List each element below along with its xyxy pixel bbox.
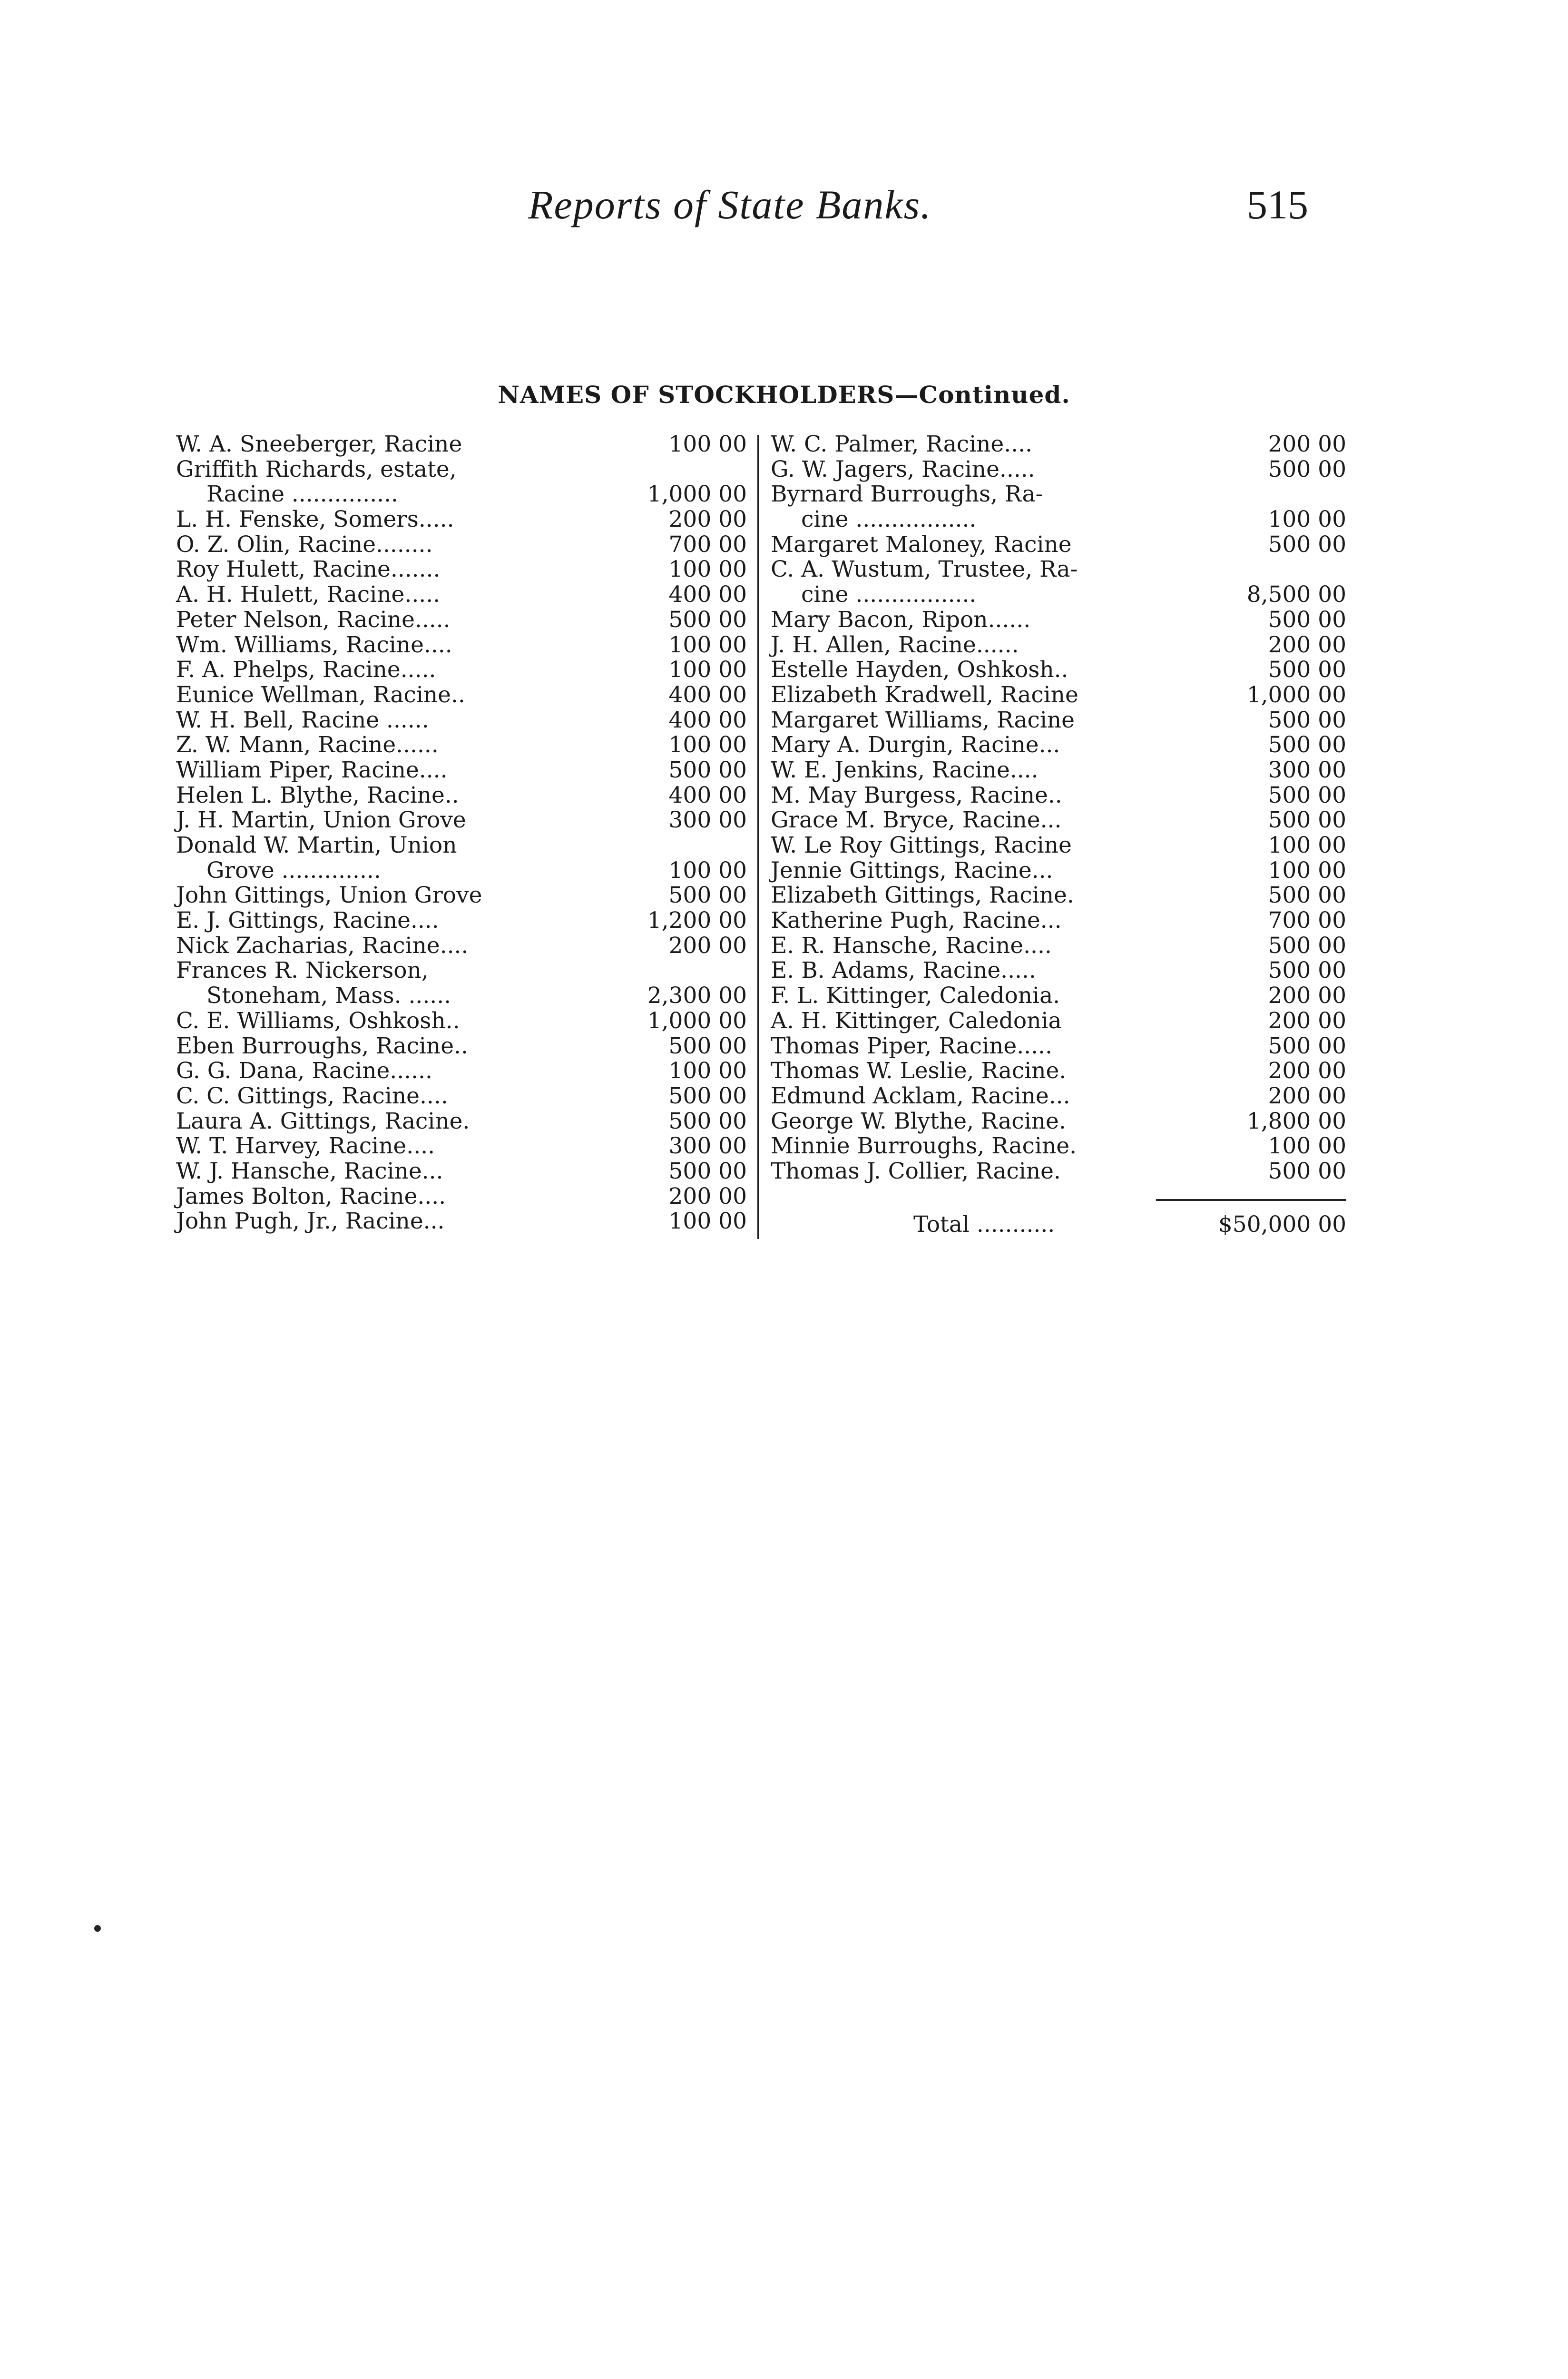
share-amount: 1,000 00 xyxy=(647,481,747,508)
stockholder-name: W. T. Harvey, Racine.... xyxy=(176,1133,435,1160)
stockholder-row xyxy=(771,983,1346,1009)
share-amount: 100 00 xyxy=(1268,506,1346,533)
stockholder-name: W. A. Sneeberger, Racine xyxy=(176,431,462,457)
stockholder-name: C. A. Wustum, Trustee, Ra- xyxy=(771,556,1078,583)
share-amount: 1,200 00 xyxy=(647,907,747,934)
stockholder-row xyxy=(176,733,747,758)
stockholder-name: Wm. Williams, Racine.... xyxy=(176,631,452,658)
right-column xyxy=(771,431,1346,1238)
share-amount: 300 00 xyxy=(1268,757,1346,783)
stockholder-name: Mary A. Durgin, Racine... xyxy=(771,732,1060,758)
share-amount: 2,300 00 xyxy=(647,983,747,1009)
stockholder-name: Roy Hulett, Racine....... xyxy=(176,556,441,583)
share-amount: 700 00 xyxy=(1268,907,1346,934)
stockholder-row xyxy=(176,582,747,608)
page-number: 515 xyxy=(1247,182,1308,227)
stockholder-row xyxy=(771,908,1346,934)
stockholder-row xyxy=(771,783,1346,808)
share-amount: 100 00 xyxy=(668,1208,747,1235)
running-title: Reports of State Banks. xyxy=(528,182,932,227)
share-amount: 700 00 xyxy=(668,531,747,558)
stockholder-row xyxy=(771,958,1346,983)
share-amount: 500 00 xyxy=(1268,807,1346,834)
stockholder-name: F. A. Phelps, Racine..... xyxy=(176,657,436,683)
share-amount: 200 00 xyxy=(668,506,747,533)
stockholder-row xyxy=(176,808,747,833)
left-column xyxy=(176,432,747,1234)
stockholder-row xyxy=(176,608,747,633)
stockholder-row xyxy=(771,934,1346,959)
stockholder-name: Mary Bacon, Ripon...... xyxy=(771,606,1031,633)
share-amount: 100 00 xyxy=(668,657,747,683)
total-amount: $50,000 00 xyxy=(1218,1211,1346,1238)
stockholder-row xyxy=(176,708,747,733)
share-amount: 500 00 xyxy=(1268,957,1346,984)
share-amount: 500 00 xyxy=(1268,932,1346,959)
stockholder-name: Byrnard Burroughs, Ra- xyxy=(771,481,1043,508)
stockholder-name: Jennie Gittings, Racine... xyxy=(771,857,1053,884)
stockholder-name: L. H. Fenske, Somers..... xyxy=(176,506,454,533)
stockholder-row xyxy=(771,683,1346,708)
stockholder-row xyxy=(771,633,1346,658)
stockholder-row xyxy=(176,958,747,983)
share-amount: 500 00 xyxy=(1268,606,1346,633)
stockholder-name: C. C. Gittings, Racine.... xyxy=(176,1082,448,1109)
column-divider xyxy=(757,435,759,1239)
stockholder-name: J. H. Martin, Union Grove xyxy=(176,807,466,834)
stockholder-name: William Piper, Racine.... xyxy=(176,757,448,783)
stockholder-name: A. H. Kittinger, Caledonia xyxy=(771,1007,1062,1034)
stockholder-name: W. H. Bell, Racine ...... xyxy=(176,707,429,733)
total-label: Total ........... xyxy=(913,1211,1055,1238)
stockholder-name: M. May Burgess, Racine.. xyxy=(771,782,1062,808)
stockholder-row xyxy=(771,808,1346,833)
stockholder-name: Nick Zacharias, Racine.... xyxy=(176,932,469,959)
stockholder-name: John Pugh, Jr., Racine... xyxy=(176,1208,445,1235)
share-amount: 100 00 xyxy=(1268,1133,1346,1160)
share-amount: 200 00 xyxy=(668,932,747,959)
stockholder-name: Helen L. Blythe, Racine.. xyxy=(176,782,459,808)
stockholder-row xyxy=(176,457,747,482)
share-amount: 500 00 xyxy=(1268,732,1346,758)
stockholder-name: James Bolton, Racine.... xyxy=(176,1183,446,1209)
stockholder-row xyxy=(771,608,1346,633)
stockholder-row xyxy=(176,883,747,908)
stockholder-name: Thomas J. Collier, Racine. xyxy=(771,1158,1061,1184)
stockholder-row xyxy=(771,1134,1346,1159)
stockholder-row xyxy=(176,1059,747,1084)
share-amount: 500 00 xyxy=(1268,1158,1346,1184)
share-amount: 500 00 xyxy=(1268,782,1346,808)
stockholder-row xyxy=(176,833,747,858)
stockholder-row xyxy=(771,758,1346,783)
share-amount: 100 00 xyxy=(668,857,747,884)
share-amount: 200 00 xyxy=(668,1183,747,1209)
total-rule xyxy=(1156,1199,1346,1201)
share-amount: 500 00 xyxy=(1268,882,1346,909)
share-amount: 200 00 xyxy=(1268,983,1346,1009)
stockholder-name: W. J. Hansche, Racine... xyxy=(176,1158,443,1184)
stockholder-name: F. L. Kittinger, Caledonia. xyxy=(771,983,1060,1009)
share-amount: 500 00 xyxy=(1268,1032,1346,1059)
stockholder-row xyxy=(771,532,1346,558)
share-amount: 400 00 xyxy=(668,581,747,608)
stockholder-row xyxy=(176,1034,747,1059)
share-amount: 500 00 xyxy=(668,1158,747,1184)
stockholder-name: Elizabeth Kradwell, Racine xyxy=(771,681,1078,708)
stockholder-row xyxy=(771,708,1346,733)
stockholder-name: Margaret Maloney, Racine xyxy=(771,531,1072,558)
share-amount: 100 00 xyxy=(668,732,747,758)
share-amount: 100 00 xyxy=(668,556,747,583)
stockholder-row xyxy=(176,633,747,658)
stockholder-row xyxy=(771,582,1346,608)
stockholder-row xyxy=(771,1109,1346,1134)
stockholder-row xyxy=(771,1159,1346,1184)
stockholder-name: Peter Nelson, Racine..... xyxy=(176,606,451,633)
stockholder-row xyxy=(176,658,747,683)
stockholder-name: Eben Burroughs, Racine.. xyxy=(176,1032,468,1059)
stockholder-row xyxy=(176,858,747,884)
stockholder-name: Z. W. Mann, Racine...... xyxy=(176,732,439,758)
stockholder-name: John Gittings, Union Grove xyxy=(176,882,482,909)
stockholder-row xyxy=(771,557,1346,582)
share-amount: 100 00 xyxy=(668,631,747,658)
share-amount: 200 00 xyxy=(1268,1082,1346,1109)
stockholder-row xyxy=(771,482,1346,507)
share-amount: 1,000 00 xyxy=(1246,681,1346,708)
stockholder-name: Griffith Richards, estate, xyxy=(176,456,457,482)
stockholder-row xyxy=(771,658,1346,683)
stockholder-row xyxy=(771,1084,1346,1109)
stockholder-name: cine ................. xyxy=(801,506,977,533)
stockholder-name: Estelle Hayden, Oshkosh.. xyxy=(771,657,1068,683)
stockholder-row xyxy=(771,1059,1346,1084)
stockholder-row xyxy=(176,1134,747,1159)
stockholder-row xyxy=(176,1009,747,1034)
share-amount: 200 00 xyxy=(1268,1058,1346,1084)
stockholder-name: G. G. Dana, Racine...... xyxy=(176,1058,432,1084)
stockholder-row xyxy=(176,1084,747,1109)
stockholder-row xyxy=(176,983,747,1009)
share-amount: 1,000 00 xyxy=(647,1007,747,1034)
stockholder-row xyxy=(771,507,1346,532)
stockholder-name: Racine ............... xyxy=(206,481,398,508)
share-amount: 100 00 xyxy=(668,1058,747,1084)
share-amount: 100 00 xyxy=(1268,857,1346,884)
share-amount: 8,500 00 xyxy=(1246,581,1346,608)
share-amount: 500 00 xyxy=(668,882,747,909)
stockholder-name: W. Le Roy Gittings, Racine xyxy=(771,832,1072,858)
share-amount: 400 00 xyxy=(668,707,747,733)
share-amount: 500 00 xyxy=(1268,456,1346,482)
stockholder-row xyxy=(176,507,747,532)
stockholder-name: C. E. Williams, Oshkosh.. xyxy=(176,1007,460,1034)
share-amount: 200 00 xyxy=(1268,431,1346,457)
stockholder-name: Grace M. Bryce, Racine... xyxy=(771,807,1062,834)
page-header xyxy=(176,181,1308,243)
stockholder-row xyxy=(176,934,747,959)
share-amount: 100 00 xyxy=(1268,832,1346,858)
stockholder-row xyxy=(771,1009,1346,1034)
share-amount: 500 00 xyxy=(668,606,747,633)
stockholder-row xyxy=(176,1184,747,1209)
stockholder-name: Elizabeth Gittings, Racine. xyxy=(771,882,1074,909)
stockholder-row xyxy=(771,1034,1346,1059)
stockholder-name: O. Z. Olin, Racine........ xyxy=(176,531,433,558)
stockholder-row xyxy=(176,758,747,783)
stockholder-name: Eunice Wellman, Racine.. xyxy=(176,681,465,708)
share-amount: 500 00 xyxy=(668,1032,747,1059)
share-amount: 300 00 xyxy=(668,807,747,834)
stockholder-row xyxy=(176,1109,747,1134)
stockholder-row xyxy=(176,432,747,457)
stockholder-name: Donald W. Martin, Union xyxy=(176,832,457,858)
share-amount: 400 00 xyxy=(668,782,747,808)
stockholder-name: G. W. Jagers, Racine..... xyxy=(771,456,1035,482)
stockholder-name: A. H. Hulett, Racine..... xyxy=(176,581,441,608)
stockholder-name: E. J. Gittings, Racine.... xyxy=(176,907,439,934)
share-amount: 500 00 xyxy=(668,1108,747,1134)
stockholder-row xyxy=(771,883,1346,908)
stockholder-row xyxy=(176,482,747,507)
share-amount: 500 00 xyxy=(1268,657,1346,683)
share-amount: 400 00 xyxy=(668,681,747,708)
stockholder-name: E. R. Hansche, Racine.... xyxy=(771,932,1052,959)
stockholder-row xyxy=(176,532,747,558)
stockholder-name: Katherine Pugh, Racine... xyxy=(771,907,1062,934)
stockholder-name: W. C. Palmer, Racine.... xyxy=(771,431,1032,457)
stockholder-row xyxy=(771,733,1346,758)
stockholder-name: Laura A. Gittings, Racine. xyxy=(176,1108,470,1134)
stockholder-name: Edmund Acklam, Racine... xyxy=(771,1082,1070,1109)
section-title: NAMES OF STOCKHOLDERS—Continued. xyxy=(498,381,1070,409)
share-amount: 200 00 xyxy=(1268,631,1346,658)
stockholder-row xyxy=(771,432,1346,457)
stockholder-row xyxy=(176,1159,747,1184)
stockholder-row xyxy=(771,457,1346,482)
total-row xyxy=(771,1212,1346,1238)
print-speck xyxy=(94,1925,101,1932)
stockholder-name: Frances R. Nickerson, xyxy=(176,957,429,984)
stockholder-name: Grove .............. xyxy=(206,857,381,884)
stockholder-name: Margaret Williams, Racine xyxy=(771,707,1075,733)
share-amount: 500 00 xyxy=(1268,531,1346,558)
stockholder-row xyxy=(176,908,747,934)
stockholder-row xyxy=(176,783,747,808)
stockholder-name: Thomas W. Leslie, Racine. xyxy=(771,1058,1067,1084)
share-amount: 100 00 xyxy=(668,431,747,457)
share-amount: 500 00 xyxy=(1268,707,1346,733)
stockholder-row xyxy=(176,683,747,708)
share-amount: 300 00 xyxy=(668,1133,747,1160)
stockholder-name: W. E. Jenkins, Racine.... xyxy=(771,757,1039,783)
stockholder-row xyxy=(176,557,747,582)
stockholder-row xyxy=(771,858,1346,884)
stockholder-name: George W. Blythe, Racine. xyxy=(771,1108,1066,1134)
stockholder-table xyxy=(176,432,1346,1250)
share-amount: 500 00 xyxy=(668,1082,747,1109)
stockholder-row xyxy=(771,833,1346,858)
stockholder-name: Stoneham, Mass. ...... xyxy=(206,983,451,1009)
stockholder-name: J. H. Allen, Racine...... xyxy=(771,631,1019,658)
share-amount: 200 00 xyxy=(1268,1007,1346,1034)
stockholder-name: cine ................. xyxy=(801,581,977,608)
stockholder-name: Minnie Burroughs, Racine. xyxy=(771,1133,1077,1160)
share-amount: 500 00 xyxy=(668,757,747,783)
stockholder-name: Thomas Piper, Racine..... xyxy=(771,1032,1052,1059)
stockholder-row xyxy=(176,1209,747,1234)
share-amount: 1,800 00 xyxy=(1246,1108,1346,1134)
stockholder-name: E. B. Adams, Racine..... xyxy=(771,957,1036,984)
